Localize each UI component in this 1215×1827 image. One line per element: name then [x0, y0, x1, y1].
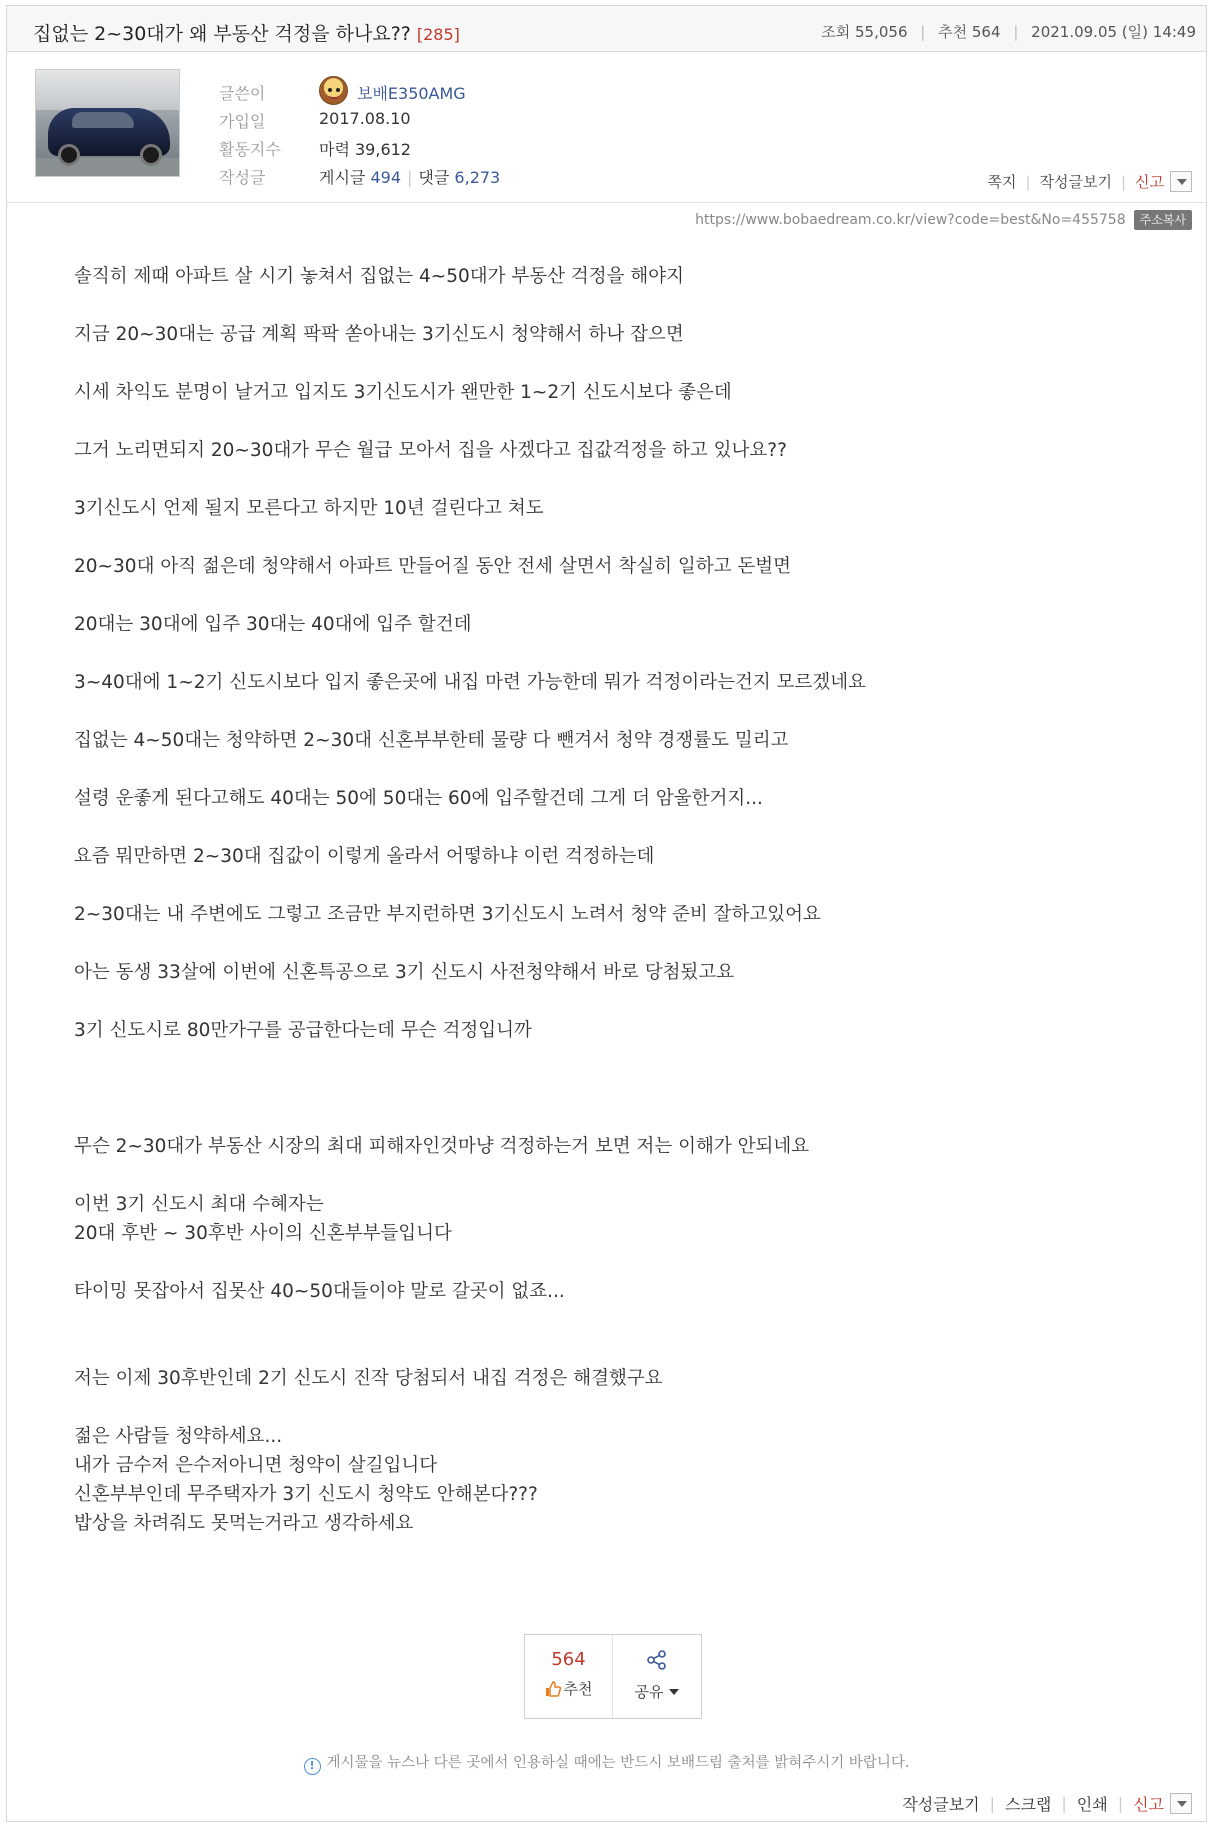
activity-label: 활동지수	[219, 140, 281, 159]
content-paragraph: 무슨 2~30대가 부동산 시장의 최대 피해자인것마냥 걱정하는거 보면 저는 이해가 안되네요	[74, 1136, 810, 1157]
activity-value: 마력 39,612	[319, 140, 411, 159]
chevron-down-icon[interactable]	[1170, 171, 1192, 192]
post-meta: 조회 55,056 | 추천 564 | 2021.09.05 (일) 14:49	[821, 23, 1196, 41]
url-row	[695, 210, 1192, 230]
share-button[interactable]	[613, 1635, 701, 1718]
content-paragraph: 시세 차익도 분명이 날거고 입지도 3기신도시가 왠만한 1~2기 신도시보다 좋은데	[74, 382, 732, 403]
author-car-photo[interactable]	[35, 69, 180, 177]
content-paragraph: 이번 3기 신도시 최대 수혜자는	[74, 1194, 324, 1215]
reco-box-count: 564	[551, 1649, 586, 1670]
content-paragraph: 타이밍 못잡아서 집못산 40~50대들이야 말로 갈곳이 없죠...	[74, 1281, 565, 1302]
content-paragraph: 젊은 사람들 청약하세요...	[74, 1426, 283, 1447]
views-label: 조회	[821, 23, 851, 41]
message-link[interactable]: 쪽지	[987, 173, 1017, 191]
author-nickname[interactable]: 보배E350AMG	[357, 84, 466, 103]
content-paragraph: 신혼부부인데 무주택자가 3기 신도시 청약도 안해본다???	[74, 1484, 538, 1505]
joined-date: 2017.08.10	[319, 109, 411, 128]
writer-label: 글쓴이	[219, 84, 266, 103]
bottom-actions: 작성글보기 | 스크랩 | 인쇄 | 신고	[902, 1792, 1192, 1815]
post-content	[74, 262, 1174, 1538]
content-paragraph: 그거 노리면되지 20~30대가 무슨 월급 모아서 집을 사겠다고 집값걱정을 하고 있나요??	[74, 440, 787, 461]
content-paragraph: 2~30대는 내 주변에도 그렇고 조금만 부지런하면 3기신도시 노려서 청약 준비 잘하고있어요	[74, 904, 821, 925]
content-paragraph: 20대 후반 ~ 30후반 사이의 신혼부부들입니다	[74, 1223, 452, 1244]
content-paragraph: 아는 동생 33살에 이번에 신혼특공으로 3기 신도시 사전청약해서 바로 당첨됬고요	[74, 962, 735, 983]
reco-label: 추천	[938, 23, 968, 41]
author-info	[7, 53, 1206, 203]
bottom-view-posts-link[interactable]: 작성글보기	[902, 1795, 980, 1814]
content-paragraph: 3기 신도시로 80만가구를 공급한다는데 무슨 걱정입니까	[74, 1020, 532, 1041]
recommend-button[interactable]	[525, 1635, 613, 1718]
view-posts-link[interactable]: 작성글보기	[1039, 173, 1112, 191]
source-notice	[7, 1751, 1206, 1775]
bottom-report-link[interactable]: 신고	[1133, 1795, 1164, 1814]
post-url: https://www.bobaedream.co.kr/view?code=best&No=455758	[695, 212, 1126, 228]
views-count: 55,056	[855, 23, 908, 41]
share-icon	[646, 1649, 668, 1671]
reco-box-label: 추천	[563, 1680, 593, 1698]
reco-count: 564	[971, 23, 1001, 41]
posts-summary: 게시글 494 | 댓글 6,273	[319, 168, 501, 187]
comments-text: 댓글	[418, 168, 450, 187]
chevron-down-icon[interactable]	[1170, 1793, 1192, 1814]
reco-share-box	[524, 1634, 702, 1719]
posts-count[interactable]: 494	[370, 168, 402, 187]
content-paragraph: 솔직히 제때 아파트 살 시기 놓쳐서 집없는 4~50대가 부동산 걱정을 해야지	[74, 266, 685, 287]
comment-count[interactable]: [285]	[416, 25, 460, 44]
post-title	[33, 19, 460, 46]
content-paragraph: 3~40대에 1~2기 신도시보다 입지 좋은곳에 내집 마련 가능한데 뭐가 걱정이라는건지 모르겠네요	[74, 672, 867, 693]
content-paragraph: 내가 금수저 은수저아니면 청약이 살길입니다	[74, 1455, 438, 1476]
thumbs-up-icon	[545, 1681, 561, 1697]
author-actions: 쪽지 | 작성글보기 | 신고	[987, 171, 1192, 192]
copy-url-button[interactable]: 주소복사	[1134, 210, 1192, 230]
content-paragraph: 집없는 4~50대는 청약하면 2~30대 신혼부부한테 물량 다 뺀겨서 청약 경쟁률도 밀리고	[74, 730, 789, 751]
post-frame	[6, 5, 1207, 1822]
content-paragraph: 20대는 30대에 입주 30대는 40대에 입주 할건데	[74, 614, 472, 635]
content-paragraph: 20~30대 아직 젊은데 청약해서 아파트 만들어질 동안 전세 살면서 착실히 일하고 돈벌면	[74, 556, 792, 577]
info-icon: !	[304, 1758, 321, 1775]
content-paragraph: 지금 20~30대는 공급 계획 팍팍 쏟아내는 3기신도시 청약해서 하나 잡으면	[74, 324, 684, 345]
posts-text: 게시글	[319, 168, 366, 187]
content-paragraph: 요즘 뭐만하면 2~30대 집값이 이렇게 올라서 어떻하냐 이런 걱정하는데	[74, 846, 655, 867]
post-title-bar	[7, 6, 1206, 52]
content-paragraph: 저는 이제 30후반인데 2기 신도시 진작 당첨되서 내집 걱정은 해결했구요	[74, 1368, 663, 1389]
print-link[interactable]: 인쇄	[1076, 1795, 1108, 1814]
posts-label: 작성글	[219, 168, 266, 187]
joined-label: 가입일	[219, 112, 266, 131]
avatar	[319, 76, 348, 105]
scrap-link[interactable]: 스크랩	[1005, 1795, 1052, 1814]
content-paragraph: 설령 운좋게 된다고해도 40대는 50에 50대는 60에 입주할건데 그게 더 암울한거지...	[74, 788, 763, 809]
share-label: 공유	[634, 1683, 664, 1701]
report-link[interactable]: 신고	[1135, 173, 1164, 191]
content-paragraph: 3기신도시 언제 될지 모른다고 하지만 10년 걸린다고 쳐도	[74, 498, 544, 519]
caret-down-icon	[669, 1689, 679, 1695]
post-date: 2021.09.05 (일) 14:49	[1031, 23, 1196, 41]
notice-text: 게시물을 뉴스나 다른 곳에서 인용하실 때에는 반드시 보배드림 출처를 밝혀주시기 바랍니다.	[326, 1755, 910, 1771]
post-title-text: 집없는 2~30대가 왜 부동산 걱정을 하나요??	[33, 23, 411, 45]
comments-count[interactable]: 6,273	[454, 168, 501, 187]
content-paragraph: 밥상을 차려줘도 못먹는거라고 생각하세요	[74, 1513, 414, 1534]
